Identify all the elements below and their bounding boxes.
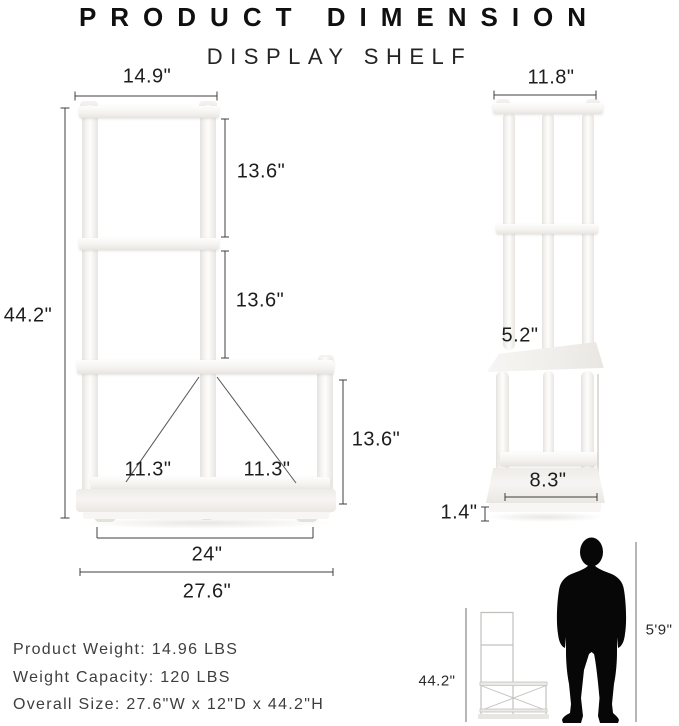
shelf-post xyxy=(543,371,554,459)
dim-front-top-width-line xyxy=(75,92,217,101)
side-base-height-label: 1.4" xyxy=(440,501,478,524)
front-left-cell-label: 11.3" xyxy=(124,458,172,481)
shelf-post xyxy=(82,105,98,514)
shelf-board-top xyxy=(79,106,219,118)
scale-shelf-height-label: 44.2" xyxy=(418,672,456,690)
scale-person-height-label: 5'9" xyxy=(645,621,673,639)
spec-product-weight: Product Weight: 14.96 LBS xyxy=(13,641,239,658)
side-top-depth-label: 11.8" xyxy=(527,66,575,89)
shelf-base-plate xyxy=(83,512,329,519)
dim-front-section1-line xyxy=(221,119,229,237)
product-specs xyxy=(13,636,324,719)
shelf-outline-icon xyxy=(476,606,550,724)
page-subtitle: DISPLAY SHELF xyxy=(206,44,473,69)
spec-overall-size: Overall Size: 27.6"W x 12"D x 44.2"H xyxy=(13,696,325,713)
shelf-post xyxy=(200,105,216,514)
side-inner-depth-label: 8.3" xyxy=(529,469,567,492)
shelf-board-wide xyxy=(77,360,334,374)
shelf-board-top xyxy=(493,103,603,114)
dim-side-top-depth-line xyxy=(494,91,596,100)
shelf-post xyxy=(542,112,554,362)
front-section2-label: 13.6" xyxy=(235,289,285,312)
shelf-board-bottom xyxy=(500,452,597,466)
front-top-width-label: 14.9" xyxy=(122,65,172,88)
shelf-shadow xyxy=(487,512,605,522)
shelf-base-plate xyxy=(489,503,601,512)
spec-weight-capacity: Weight Capacity: 120 LBS xyxy=(13,668,231,686)
person-silhouette-icon xyxy=(552,537,632,725)
page-title: PRODUCT DIMENSION xyxy=(78,2,601,32)
shelf-base xyxy=(76,489,336,512)
dim-front-section2-line xyxy=(221,251,229,358)
front-right-cell-label: 11.3" xyxy=(243,458,291,481)
dim-front-overall-height-line xyxy=(61,108,70,518)
shelf-board-middle xyxy=(79,238,219,250)
side-shelf-depth-label: 5.2" xyxy=(501,324,539,347)
dim-front-section3-line xyxy=(339,380,347,504)
front-section3-label: 13.6" xyxy=(351,428,401,451)
dim-front-overall-width-line xyxy=(80,568,333,576)
front-section1-label: 13.6" xyxy=(236,160,286,183)
shelf-board-middle xyxy=(496,224,598,234)
front-overall-height-label: 44.2" xyxy=(3,304,53,327)
front-overall-width-label: 27.6" xyxy=(182,580,232,603)
front-inner-width-label: 24" xyxy=(191,543,223,566)
